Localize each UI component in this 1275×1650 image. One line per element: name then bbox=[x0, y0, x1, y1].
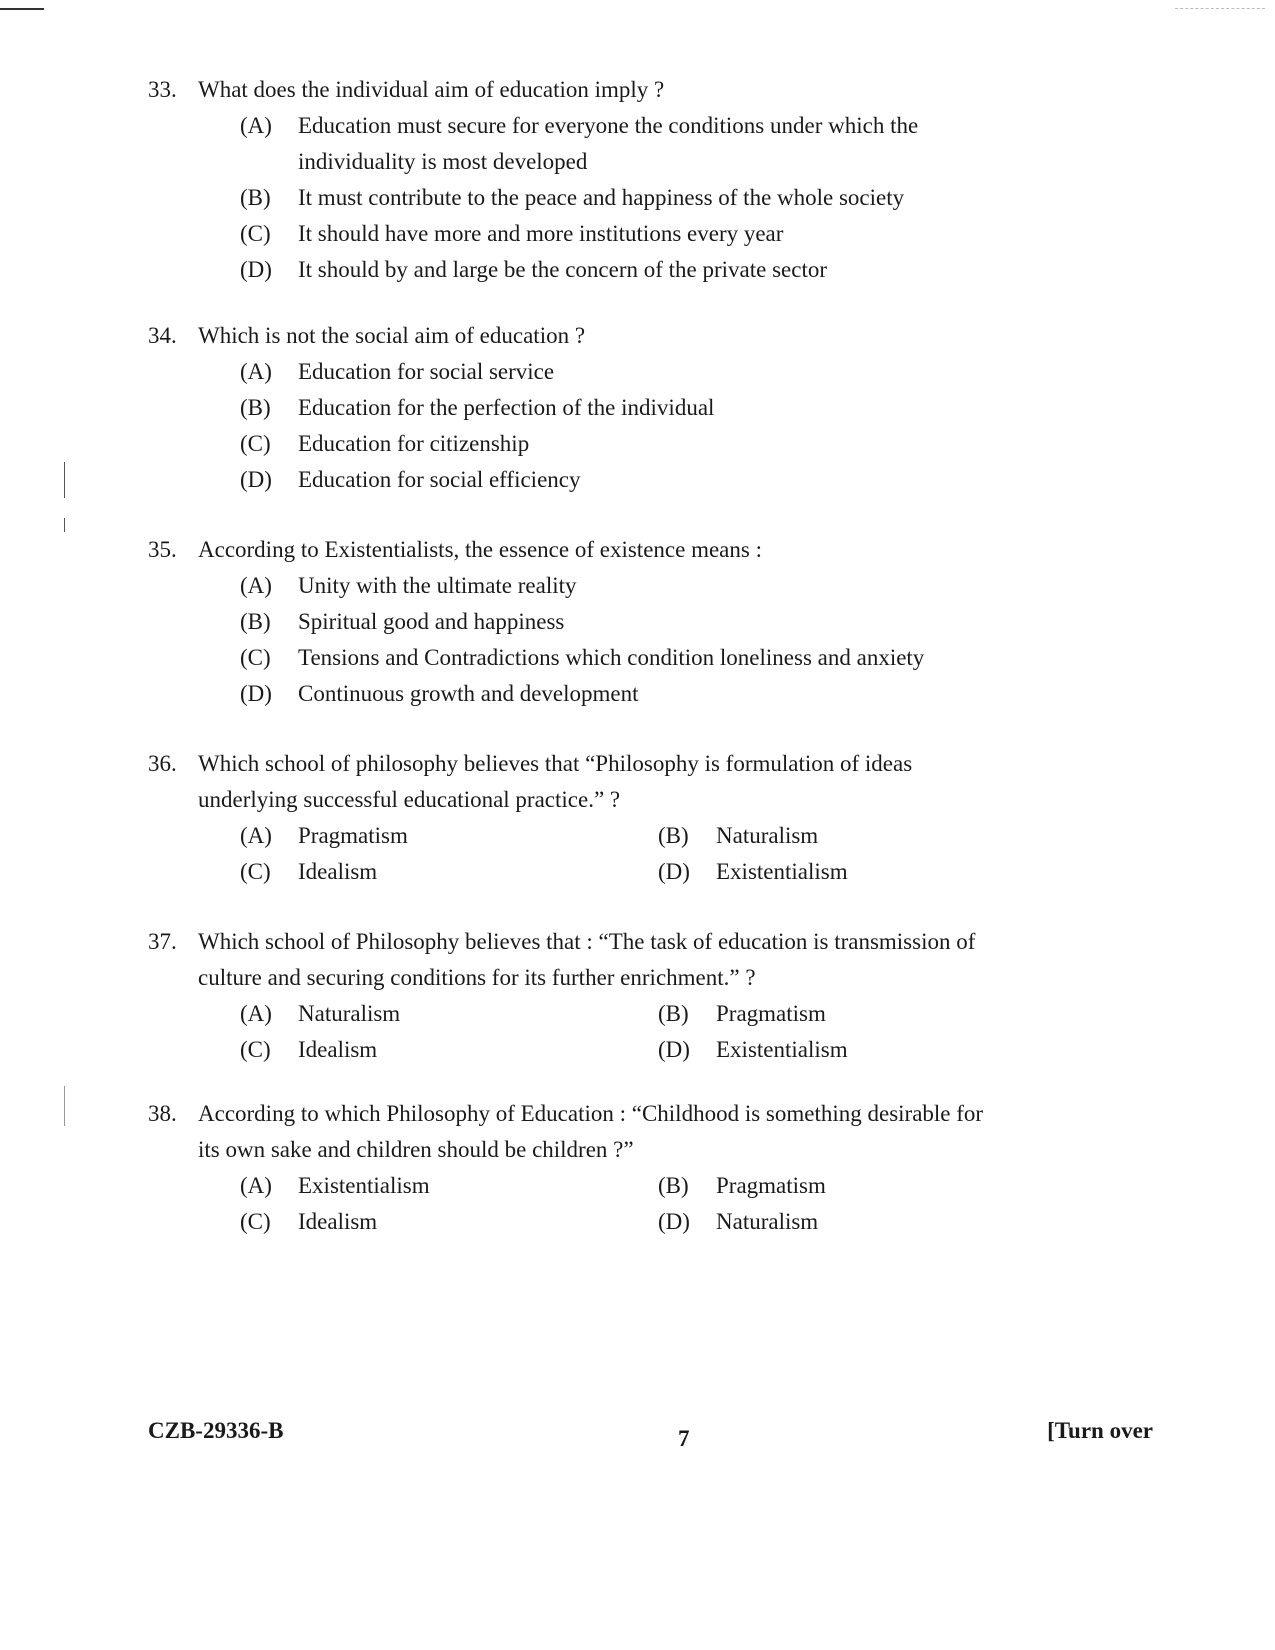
option-label: (A) bbox=[240, 113, 272, 138]
option-text: Spiritual good and happiness bbox=[298, 609, 565, 634]
option-label: (B) bbox=[658, 823, 689, 848]
option bbox=[240, 854, 658, 890]
option-label: (A) bbox=[240, 1001, 272, 1026]
question-35 bbox=[148, 532, 988, 712]
question-33 bbox=[148, 72, 988, 288]
option-label: (D) bbox=[240, 467, 272, 492]
option-label: (C) bbox=[240, 1037, 271, 1062]
question-number: 38. bbox=[148, 1101, 177, 1126]
option bbox=[240, 640, 988, 676]
question-number: 35. bbox=[148, 537, 177, 562]
option-label: (C) bbox=[240, 645, 271, 670]
option-label: (B) bbox=[240, 609, 271, 634]
option-list bbox=[240, 568, 988, 712]
question-number: 34. bbox=[148, 323, 177, 348]
option bbox=[240, 1032, 658, 1068]
option-text: Existentialism bbox=[716, 1037, 848, 1062]
question-number: 33. bbox=[148, 77, 177, 102]
option-text: Education for the perfection of the individual bbox=[298, 395, 715, 420]
option bbox=[240, 996, 658, 1032]
margin-mark bbox=[64, 518, 65, 532]
option-label: (B) bbox=[658, 1001, 689, 1026]
option-label: (D) bbox=[658, 1209, 690, 1234]
option-label: (C) bbox=[240, 431, 271, 456]
option-text: It should have more and more institutions every year bbox=[298, 221, 784, 246]
option-text: Existentialism bbox=[298, 1173, 430, 1198]
option-text: It must contribute to the peace and happiness of the whole society bbox=[298, 185, 905, 210]
option-text: Continuous growth and development bbox=[298, 681, 639, 706]
option-label: (D) bbox=[240, 681, 272, 706]
option-label: (D) bbox=[658, 859, 690, 884]
option-text: Education must secure for everyone the conditions under which the individuality is most developed bbox=[298, 113, 919, 174]
option-label: (C) bbox=[240, 859, 271, 884]
option-label: (B) bbox=[240, 395, 271, 420]
margin-mark bbox=[64, 462, 65, 498]
option-text: Education for citizenship bbox=[298, 431, 530, 456]
option bbox=[240, 1168, 658, 1204]
option bbox=[240, 604, 988, 640]
question-text: Which school of philosophy believes that “Philosophy is formulation of ideas underlying successful educational practice.” ? bbox=[198, 751, 913, 812]
paper-code: CZB-29336-B bbox=[148, 1418, 284, 1443]
option-text: Naturalism bbox=[716, 823, 819, 848]
page-footer bbox=[148, 1418, 1153, 1458]
question-36 bbox=[148, 746, 988, 890]
option-label: (B) bbox=[240, 185, 271, 210]
option-text: It should by and large be the concern of the private sector bbox=[298, 257, 828, 282]
question-number: 36. bbox=[148, 751, 177, 776]
option-text: Pragmatism bbox=[298, 823, 408, 848]
question-37 bbox=[148, 924, 988, 1068]
option-grid bbox=[240, 996, 988, 1068]
option bbox=[240, 818, 658, 854]
option bbox=[240, 354, 988, 390]
option bbox=[240, 676, 988, 712]
option-text: Existentialism bbox=[716, 859, 848, 884]
option-text: Idealism bbox=[298, 1209, 378, 1234]
question-text: Which school of Philosophy believes that : “The task of education is transmission of culture and securing conditions for its further enrichment.” ? bbox=[198, 929, 976, 990]
turn-over-note: [Turn over bbox=[1047, 1418, 1153, 1443]
option bbox=[658, 818, 988, 854]
scan-specks bbox=[1175, 8, 1265, 10]
question-text: Which is not the social aim of education ? bbox=[198, 323, 586, 348]
option-grid bbox=[240, 818, 988, 890]
option-list bbox=[240, 108, 988, 288]
option-label: (A) bbox=[240, 573, 272, 598]
option-text: Idealism bbox=[298, 859, 378, 884]
option-label: (A) bbox=[240, 1173, 272, 1198]
option-list bbox=[240, 354, 988, 498]
option-label: (C) bbox=[240, 221, 271, 246]
option-label: (A) bbox=[240, 359, 272, 384]
option-text: Education for social service bbox=[298, 359, 555, 384]
option bbox=[240, 1204, 658, 1240]
option bbox=[658, 1204, 988, 1240]
option bbox=[658, 854, 988, 890]
question-34 bbox=[148, 318, 988, 498]
option-text: Naturalism bbox=[716, 1209, 819, 1234]
option bbox=[240, 180, 988, 216]
question-number: 37. bbox=[148, 929, 177, 954]
option-label: (D) bbox=[658, 1037, 690, 1062]
margin-mark bbox=[64, 1086, 65, 1126]
question-38 bbox=[148, 1096, 988, 1240]
option bbox=[658, 996, 988, 1032]
option-label: (B) bbox=[658, 1173, 689, 1198]
option-label: (D) bbox=[240, 257, 272, 282]
scan-corner-mark bbox=[0, 8, 44, 10]
question-text: According to which Philosophy of Education : “Childhood is something desirable for its own sake and children should be children ?” bbox=[198, 1101, 984, 1162]
option bbox=[240, 462, 988, 498]
option bbox=[240, 216, 988, 252]
option bbox=[240, 252, 988, 288]
option-text: Education for social efficiency bbox=[298, 467, 581, 492]
option-label: (A) bbox=[240, 823, 272, 848]
option-text: Idealism bbox=[298, 1037, 378, 1062]
option bbox=[240, 108, 988, 180]
option-text: Naturalism bbox=[298, 1001, 401, 1026]
option-text: Unity with the ultimate reality bbox=[298, 573, 577, 598]
question-text: What does the individual aim of education imply ? bbox=[198, 77, 665, 102]
option bbox=[658, 1168, 988, 1204]
option-text: Tensions and Contradictions which condition loneliness and anxiety bbox=[298, 645, 925, 670]
option bbox=[240, 568, 988, 604]
option bbox=[240, 426, 988, 462]
option-text: Pragmatism bbox=[716, 1173, 826, 1198]
option-text: Pragmatism bbox=[716, 1001, 826, 1026]
option-grid bbox=[240, 1168, 988, 1240]
option-label: (C) bbox=[240, 1209, 271, 1234]
question-text: According to Existentialists, the essence of existence means : bbox=[198, 537, 762, 562]
option bbox=[240, 390, 988, 426]
page-number: 7 bbox=[678, 1426, 690, 1451]
option bbox=[658, 1032, 988, 1068]
